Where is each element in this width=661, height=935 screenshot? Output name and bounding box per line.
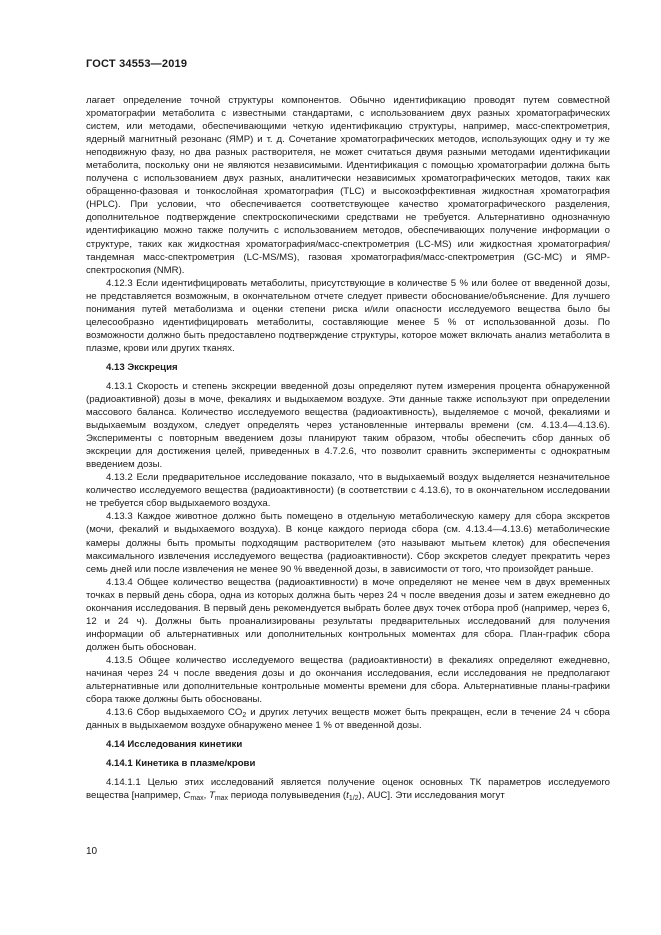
p8-text-b: и других летучих веществ может быть прекращен, если в течение 24 ч сбора данных в выдыхаемом воздухе обнаружено менее 1 % от введенной дозы.	[86, 707, 610, 732]
tmax-subscript: max	[214, 795, 229, 803]
paragraph-4-13-2: 4.13.2 Если предварительное исследование показало, что в выдыхаемый воздух выделяется незначительное количество исследуемого вещества (радиоактивности) (в соответствии с 4.13.6), то в окончательном исследовании не требуется сбор выдыхаемого воздуха.	[86, 472, 610, 510]
p9-separator: ,	[203, 790, 209, 802]
tmax-symbol: T	[208, 790, 215, 802]
p8-text-a: 4.13.6 Сбор выдыхаемого CO	[106, 707, 243, 719]
paragraph-4-13-4: 4.13.4 Общее количество вещества (радиоактивности) в моче определяют не менее чем в двух временных точках в первый день сбора, одна из которых должна быть через 24 ч после введения дозы и затем ежедневно до окончания исследования. В первый день рекомендуется выбрать более двух точек отбора проб (например, через 6, 12 и 24 ч). Должны быть проанализированы результаты предварительных исследований для получения информации об альтернативных или дополнительных контрольных моментах для сбора. План-график сбора должен быть обоснован.	[86, 576, 610, 653]
paragraph-4-13-1: 4.13.1 Скорость и степень экскреции введенной дозы определяют путем измерения процента обнаруженной (радиоактивной) дозы в моче, фекалиях и выдыхаемом воздухе. Эти данные также используют при определении массового баланса. Количество исследуемого вещества (радиоактивность), выделяемое с мочой, фекалиями и выдыхаемым воздухом, следует определять через установленные интервалы времени (см. 4.13.4—4.13.6). Эксперименты с повторным введением дозы планируют таким образом, чтобы обеспечить сбор данных об экскреции для достижения целей, приведенных в 4.7.2.6, что позволит сравнить эксперименты с однократным введением дозы.	[86, 380, 610, 471]
document-body	[86, 94, 610, 802]
page-number: 10	[86, 846, 98, 857]
cmax-subscript: max	[190, 795, 204, 803]
section-heading-4-13: 4.13 Экскреция	[106, 361, 178, 373]
document-header: ГОСТ 34553—2019	[86, 58, 188, 70]
paragraph-identification-methods: лагает определение точной структуры компонентов. Обычно идентификацию проводят путем совместной хроматографии метаболита с известными стандартами, с использованием двух разных хроматографических систем, или методами, обеспечивающими четкую идентификацию структуры, например, масс-спектрометрия, ядерный магнитный резонанс (ЯМР) и т. д. Сочетание хроматографических методов, использующих одну и ту же неподвижную фазу, но два разных растворителя, не может считаться двумя разными методами идентификации метаболита, поскольку они не являются независимыми. Идентификация с помощью хроматографии должна быть получена с использованием двух разных, аналитически независимых хроматографических методов, таких как обращенно-фазовая и тонкослойная хроматография (TLC) и высокоэффективная жидкостная хроматография (HPLC). При условии, что обеспечивается соответствующее качество хроматографического разделения, дополнительное подтверждение спектроскопическими средствами не требуется. Альтернативно однозначную идентификацию можно также получить с использованием методов, обеспечивающих получение информации о структуре, таких как жидкостная хроматография/масс-спектрометрия (LC-MS) или жидкостная хроматография/тандемная масс-спектрометрия (LC-MS/MS), газовая хроматография/масс-спектрометрия (GC-MC) и ЯМР-спектроскопия (NMR).	[86, 95, 610, 276]
paragraph-4-14-1-1	[86, 776, 610, 802]
cmax-symbol: C	[183, 790, 191, 802]
section-heading-4-14-1: 4.14.1 Кинетика в плазме/крови	[106, 758, 256, 770]
p9-text-b: периода полувыведения (	[228, 790, 347, 802]
paragraph-4-13-3: 4.13.3 Каждое животное должно быть помещено в отдельную метаболическую камеру для сбора экскретов (мочи, фекалий и выдыхаемого воздуха). В конце каждого периода сбора (см. 4.13.4—4.13.6) метаболические камеры должны быть промыты подходящим растворителем (это называют мытьем клеток) для обеспечения максимального извлечения исследуемого вещества (радиоактивности). Сбор экскретов следует прекратить через семь дней или после извлечения не менее 90 % введенной дозы, в зависимости от того, что произойдет раньше.	[86, 511, 610, 575]
t-half-symbol: t	[346, 790, 349, 802]
paragraph-4-13-5: 4.13.5 Общее количество исследуемого вещества (радиоактивности) в фекалиях определяют ежедневно, начиная через 24 ч после введения дозы и до окончания исследования, если исследования не предполагают альтернативные или дополнительные контрольные моменты времени для сбора. Альтернативные планы-графики сбора также должны быть обоснованы.	[86, 654, 610, 706]
p9-text-c: ), AUC]. Эти исследования могут	[358, 790, 505, 802]
paragraph-4-12-3: 4.12.3 Если идентифицировать метаболиты, присутствующие в количестве 5 % или более от введенной дозы, не представляется возможным, в окончательном отчете следует привести обоснование/объяснение. Для лучшего понимания путей метаболизма и оценки степени риска и/или опасности исследуемого вещества было бы целесообразно идентифицировать метаболиты, составляющие менее 5 % от использованной дозы. По возможности должно быть предоставлено подтверждение структуры, которое может включать анализ метаболита в плазме, крови или других тканях.	[86, 277, 610, 354]
paragraph-4-13-6	[86, 706, 610, 732]
t-half-subscript: 1/2	[348, 795, 359, 803]
co2-subscript: 2	[242, 712, 247, 720]
p9-text-a: 4.14.1.1 Целью этих исследований является получение оценок основных ТК параметров исследуемого вещества [например,	[86, 777, 610, 802]
section-heading-4-14: 4.14 Исследования кинетики	[106, 739, 243, 751]
